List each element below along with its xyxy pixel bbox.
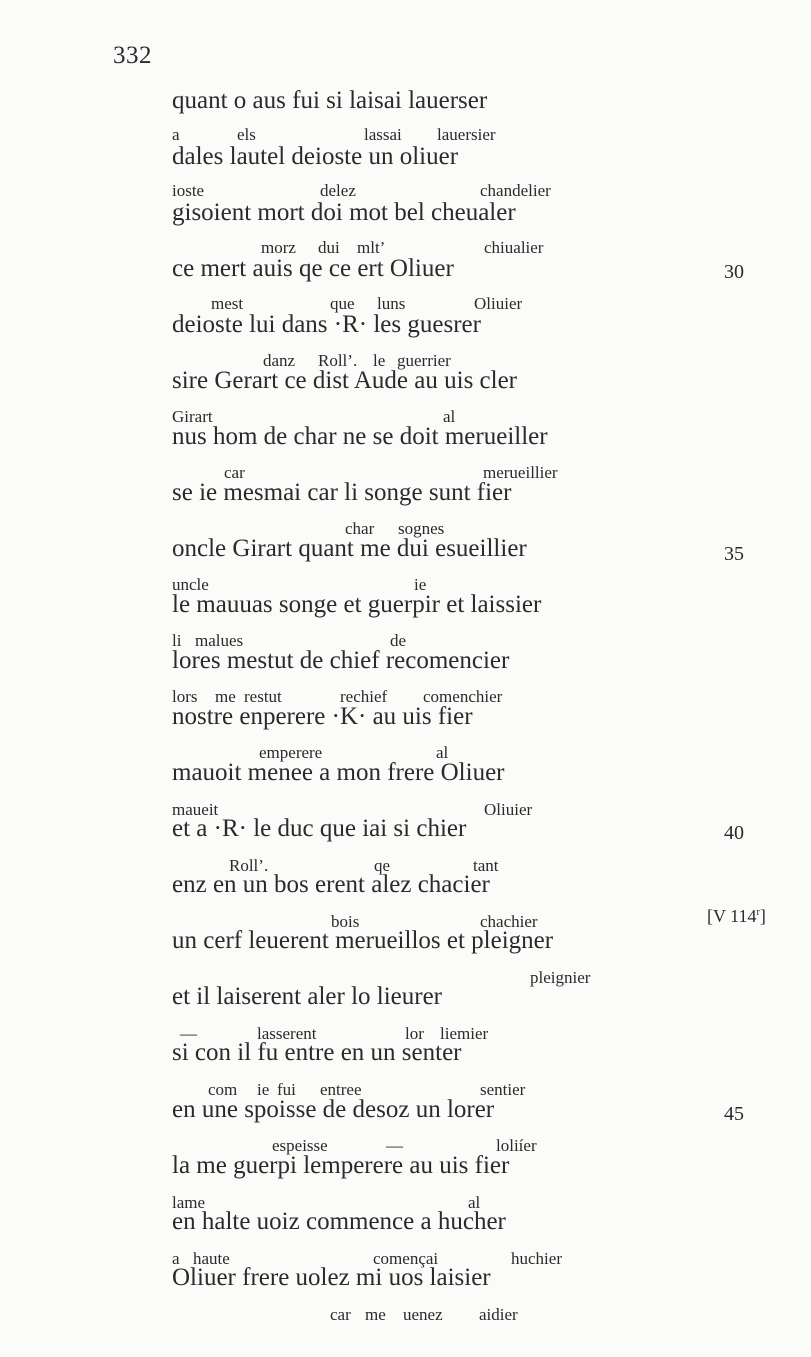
variant-reading: comenchier xyxy=(423,687,503,706)
variant-reading: me xyxy=(215,687,236,706)
variant-reading: aidier xyxy=(479,1305,518,1324)
variant-reading: fui xyxy=(277,1080,296,1099)
variant-reading: lame xyxy=(172,1193,206,1212)
variant-reading: al xyxy=(436,743,449,762)
verse-line: un cerf leuerent merueillos et pleigner xyxy=(172,927,554,954)
variant-reading: — xyxy=(386,1136,403,1155)
variant-reading: — xyxy=(180,1024,197,1043)
variant-reading: lauersier xyxy=(437,125,496,144)
variant-reading: loliíer xyxy=(496,1136,537,1155)
verse-line: sire Gerart ce dist Aude au uis cler xyxy=(172,367,518,394)
line-number: 40 xyxy=(724,822,744,844)
variant-reading: tant xyxy=(473,856,499,875)
variant-reading: com xyxy=(208,1080,238,1099)
verse-line: gisoient mort doi mot bel cheualer xyxy=(172,199,516,226)
verse-line: dales lautel deioste un oliuer xyxy=(172,143,459,170)
variant-reading: ie xyxy=(414,575,427,594)
variant-reading: sentier xyxy=(480,1080,526,1099)
verse-line: enz en un bos erent alez chacier xyxy=(172,871,490,898)
verse-line: lores mestut de chief recomencier xyxy=(172,647,510,674)
variant-reading: ioste xyxy=(172,181,205,200)
variant-reading: lasserent xyxy=(257,1024,317,1043)
variant-reading: a xyxy=(172,125,180,144)
folio-label: [V 114 xyxy=(707,906,757,926)
folio-reference xyxy=(707,906,766,927)
line-number: 45 xyxy=(724,1103,744,1125)
verse-line: se ie mesmai car li songe sunt fier xyxy=(172,479,512,506)
verse-line: en une spoisse de desoz un lorer xyxy=(172,1096,495,1123)
variant-reading: malues xyxy=(195,631,244,650)
verse-line: et il laiserent aler lo lieurer xyxy=(172,983,443,1010)
verse-line: oncle Girart quant me dui esueillier xyxy=(172,535,527,562)
page-number: 332 xyxy=(113,42,152,69)
variant-reading: que xyxy=(330,294,355,313)
variant-reading: morz xyxy=(261,238,296,257)
variant-reading: emperere xyxy=(259,743,323,762)
variant-reading: uncle xyxy=(172,575,209,594)
variant-reading: rechief xyxy=(340,687,388,706)
variant-reading: maueit xyxy=(172,800,219,819)
variant-reading: luns xyxy=(377,294,406,313)
variant-reading: Oliuier xyxy=(484,800,533,819)
variant-reading: a xyxy=(172,1249,180,1268)
variant-reading: de xyxy=(390,631,407,650)
verse-line: nostre enperere ·K· au uis fier xyxy=(172,703,473,730)
verse-line: en halte uoiz commence a hucher xyxy=(172,1208,506,1235)
variant-reading: mest xyxy=(211,294,244,313)
variant-reading: car xyxy=(224,463,245,482)
verse-line: mauoit menee a mon frere Oliuer xyxy=(172,759,505,786)
variant-reading: els xyxy=(237,125,256,144)
verse-line: nus hom de char ne se doit merueiller xyxy=(172,423,548,450)
variant-reading: mlt’ xyxy=(357,238,386,257)
verse-line: le mauuas songe et guerpir et laissier xyxy=(172,591,542,618)
variant-reading: char xyxy=(345,519,375,538)
variant-reading: entree xyxy=(320,1080,362,1099)
variant-reading: Roll’. xyxy=(318,351,358,370)
variant-reading: ie xyxy=(257,1080,270,1099)
variant-reading: lassai xyxy=(364,125,402,144)
variant-reading: guerrier xyxy=(397,351,451,370)
verse-line: si con il fu entre en un senter xyxy=(172,1039,462,1066)
line-number: 35 xyxy=(724,543,744,565)
variant-reading: delez xyxy=(320,181,356,200)
variant-reading: al xyxy=(468,1193,481,1212)
variant-reading: haute xyxy=(193,1249,230,1268)
variant-reading: me xyxy=(365,1305,386,1324)
folio-side: r xyxy=(756,907,760,918)
variant-reading: pleignier xyxy=(530,968,591,987)
variant-reading: car xyxy=(330,1305,351,1324)
variant-reading: danz xyxy=(263,351,296,370)
variant-reading: chiualier xyxy=(484,238,544,257)
verse-line: quant o aus fui si laisai lauerser xyxy=(172,87,488,114)
verse-line: et a ·R· le duc que iai si chier xyxy=(172,815,467,842)
variant-reading: al xyxy=(443,407,456,426)
folio-close: ] xyxy=(759,906,766,926)
variant-reading: merueillier xyxy=(483,463,558,482)
verse-line: ce mert auis qe ce ert Oliuer xyxy=(172,255,454,282)
variant-reading: començai xyxy=(373,1249,439,1268)
variant-reading: lors xyxy=(172,687,198,706)
variant-reading: huchier xyxy=(511,1249,562,1268)
variant-reading: uenez xyxy=(403,1305,443,1324)
variant-reading: Roll’. xyxy=(229,856,269,875)
verse-line: la me guerpi lemperere au uis fier xyxy=(172,1152,510,1179)
variant-reading: chandelier xyxy=(480,181,551,200)
variant-reading: sognes xyxy=(398,519,445,538)
variant-reading: dui xyxy=(318,238,340,257)
variant-reading: Girart xyxy=(172,407,213,426)
variant-reading: qe xyxy=(374,856,391,875)
variant-reading: le xyxy=(373,351,386,370)
variant-reading: restut xyxy=(244,687,282,706)
variant-reading: li xyxy=(172,631,182,650)
line-number: 30 xyxy=(724,261,744,283)
verse-line: Oliuer frere uolez mi uos laisier xyxy=(172,1264,491,1291)
verse-line: deioste lui dans ·R· les guesrer xyxy=(172,311,481,338)
variant-reading: lor xyxy=(405,1024,424,1043)
variant-reading: chachier xyxy=(480,912,538,931)
variant-reading: bois xyxy=(331,912,360,931)
variant-reading: Oliuier xyxy=(474,294,523,313)
variant-reading: liemier xyxy=(440,1024,489,1043)
variant-reading: espeisse xyxy=(272,1136,328,1155)
